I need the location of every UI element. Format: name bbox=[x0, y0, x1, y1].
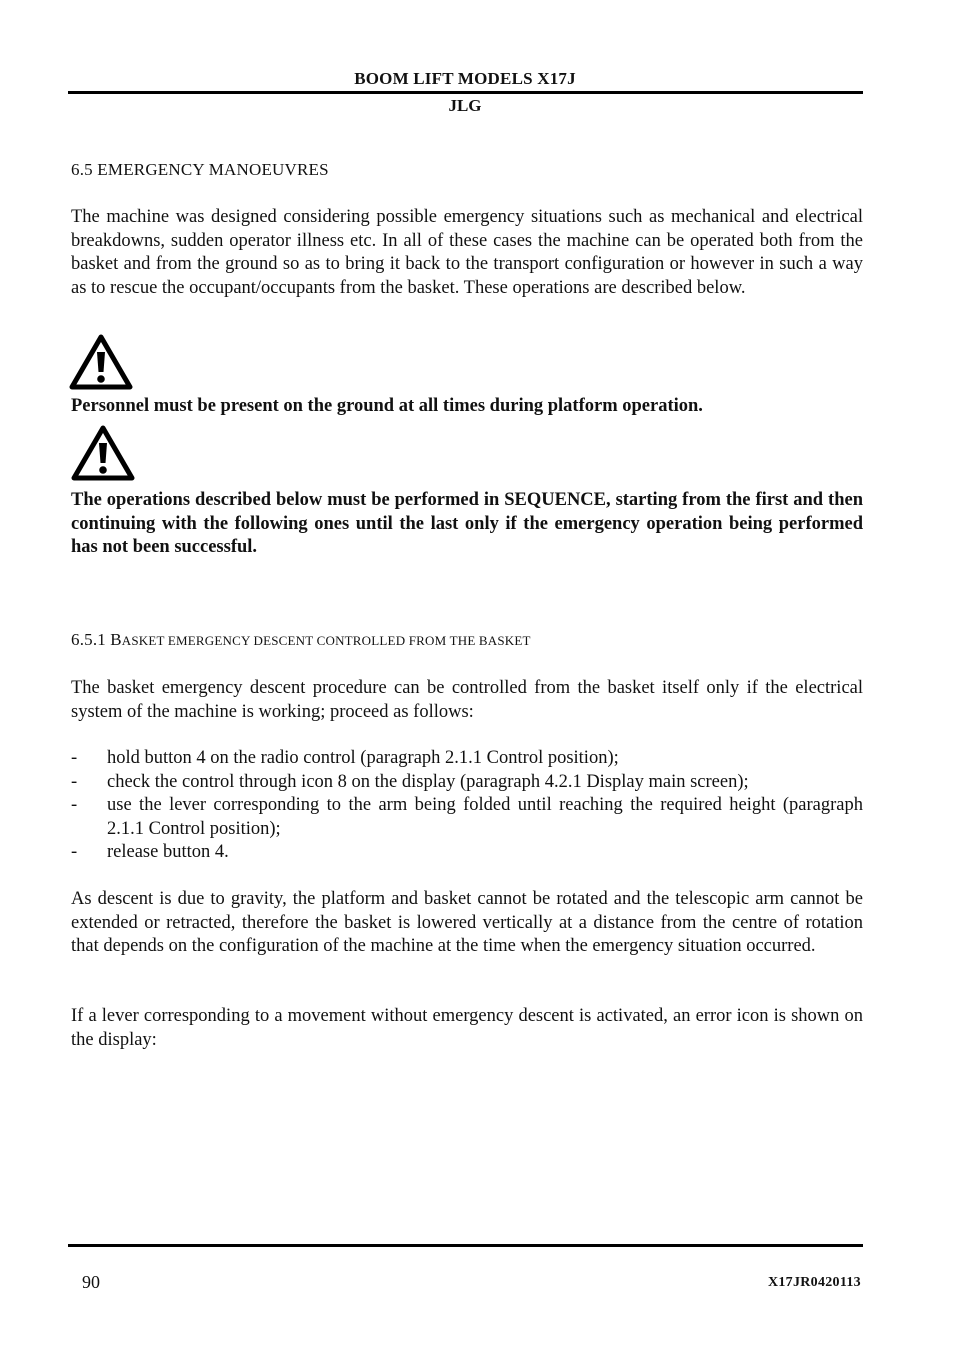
list-item bbox=[71, 841, 863, 865]
list-item-text: check the control through icon 8 on the display (paragraph 4.2.1 Display main screen); bbox=[107, 771, 749, 792]
subsection-title bbox=[71, 630, 531, 650]
list-bullet: - bbox=[71, 842, 78, 863]
list-item-text: release button 4. bbox=[107, 842, 229, 863]
warning-text-sequence: The operations described below must be performed in SEQUENCE, starting from the first and then continuing with the following ones until the last only if the emergency operation being performed has not been successful. bbox=[71, 490, 863, 558]
section-title: 6.5 EMERGENCY MANOEUVRES bbox=[71, 160, 329, 179]
list-bullet: - bbox=[71, 771, 78, 792]
list-item bbox=[71, 794, 863, 841]
steps-list bbox=[71, 747, 863, 865]
error-icon-paragraph: If a lever corresponding to a movement without emergency descent is activated, an error icon is shown on the display: bbox=[71, 1006, 863, 1050]
warning-text-personnel: Personnel must be present on the ground at all times during platform operation. bbox=[71, 396, 703, 416]
section-intro: The machine was designed considering possible emergency situations such as mechanical and electrical breakdowns, sudden operator illness etc. In all of these cases the machine can be operated both from the basket and from the ground so as to bring it back to the transport configuration or however in such a way as to rescue the occupant/occupants from the basket. These operations are described below. bbox=[71, 207, 863, 298]
warning-triangle-icon bbox=[69, 334, 133, 390]
subsection-title-initial: B bbox=[110, 630, 122, 649]
list-item bbox=[71, 747, 863, 771]
list-bullet: - bbox=[71, 795, 78, 816]
subsection-title-rest: ASKET EMERGENCY DESCENT CONTROLLED FROM THE BASKET bbox=[121, 633, 531, 648]
header-title: BOOM LIFT MODELS X17J bbox=[354, 69, 576, 88]
header-rule bbox=[68, 91, 863, 94]
subsection-number: 6.5.1 bbox=[71, 630, 106, 649]
footer-rule bbox=[68, 1244, 863, 1247]
list-item bbox=[71, 771, 863, 795]
document-code: X17JR0420113 bbox=[767, 1275, 861, 1290]
list-item-text: use the lever corresponding to the arm being folded until reaching the required height (paragraph 2.1.1 Control position); bbox=[107, 795, 863, 839]
page-number: 90 bbox=[82, 1272, 100, 1292]
list-bullet: - bbox=[71, 748, 78, 768]
list-item-text: hold button 4 on the radio control (paragraph 2.1.1 Control position); bbox=[107, 748, 619, 768]
warning-triangle-icon bbox=[71, 425, 135, 481]
subsection-intro: The basket emergency descent procedure can be controlled from the basket itself only if the electrical system of the machine is working; proceed as follows: bbox=[71, 678, 863, 722]
header-subtitle: JLG bbox=[448, 96, 482, 115]
descent-paragraph: As descent is due to gravity, the platform and basket cannot be rotated and the telescopic arm cannot be extended or retracted, therefore the basket is lowered vertically at a distance from the centre of rotation that depends on the configuration of the machine at the time when the emergency situation occurred. bbox=[71, 889, 863, 957]
